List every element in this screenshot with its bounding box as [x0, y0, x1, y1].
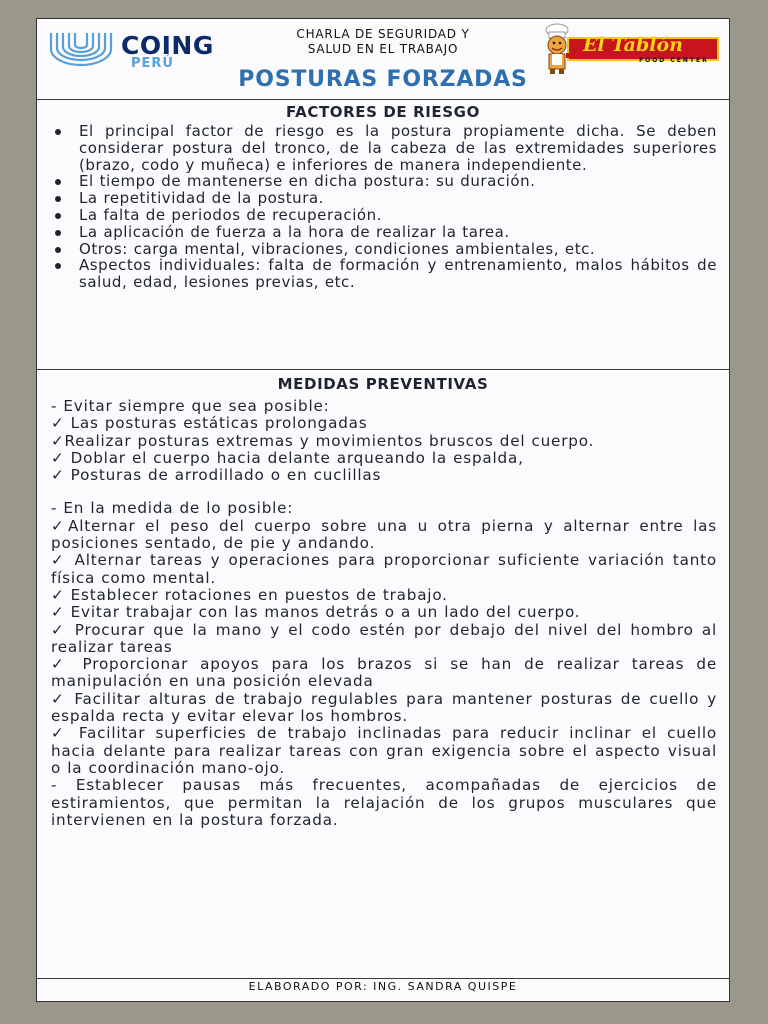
measure-item: ✓ Proporcionar apoyos para los brazos si se han de realizar tareas de manipulación en una posición elevada	[51, 655, 717, 691]
measure-item: ✓ Facilitar alturas de trabajo regulables para mantener posturas de cuello y espalda recta y evitar elevar los hombros.	[51, 689, 717, 726]
measure-item: ✓ Facilitar superficies de trabajo inclinadas para reducir inclinar el cuello hacia delante para realizar tareas con gran exigencia sobre el aspecto visual o la coordinación mano-ojo.	[51, 724, 717, 777]
list-item: El tiempo de mantenerse en dicha postura: su duración.	[53, 173, 717, 190]
coing-logo-word: COING	[121, 31, 214, 60]
measure-item: ✓Realizar posturas extremas y movimientos bruscos del cuerpo.	[51, 431, 595, 450]
measure-item: ✓ Alternar tareas y operaciones para proporcionar suficiente variación tanto física como mental.	[51, 551, 717, 587]
list-item: Otros: carga mental, vibraciones, condiciones ambientales, etc.	[53, 241, 717, 258]
spacer	[51, 484, 717, 500]
measure-item: ✓ Establecer rotaciones en puestos de trabajo.	[51, 585, 448, 604]
author-footer: ELABORADO POR: ING. SANDRA QUISPE	[248, 980, 518, 993]
talk-subtitle-line2: SALUD EN EL TRABAJO	[307, 42, 459, 56]
list-item: La repetitividad de la postura.	[53, 190, 717, 207]
page-title: POSTURAS FORZADAS	[238, 67, 528, 92]
preventive-measures-body	[51, 398, 717, 829]
list-item: La aplicación de fuerza a la hora de realizar la tarea.	[53, 224, 717, 241]
talk-subtitle-line1: CHARLA DE SEGURIDAD Y	[296, 27, 470, 41]
coing-logo-country: PERÚ	[131, 56, 174, 71]
measure-item: ✓Alternar el peso del cuerpo sobre una u otra pierna y alternar entre las posiciones sentado, de pie y andando.	[51, 516, 717, 553]
measure-item: ✓ Las posturas estáticas prolongadas	[51, 414, 368, 433]
measure-item: - Establecer pausas más frecuentes, acompañadas de ejercicios de estiramientos, que permitan la relajación de los grupos musculares que intervienen en la postura forzada.	[51, 776, 717, 829]
tablon-logo-tagline: FOOD CENTER	[639, 57, 709, 64]
list-item: El principal factor de riesgo es la postura propiamente dicha. Se deben considerar postura del tronco, de la cabeza de las extremidades superiores (brazo, codo y muñeca) e inferiores de manera independiente.	[53, 123, 717, 173]
risk-factors-list	[53, 123, 717, 291]
coing-logo-icon	[45, 27, 121, 67]
preventive-measures-title: MEDIDAS PREVENTIVAS	[277, 375, 489, 393]
measure-heading: - En la medida de lo posible:	[51, 499, 294, 518]
measure-item: ✓ Doblar el cuerpo hacia delante arqueando la espalda,	[51, 448, 524, 467]
header	[37, 19, 729, 100]
list-item: Aspectos individuales: falta de formación y entrenamiento, malos hábitos de salud, edad, lesiones previas, etc.	[53, 257, 717, 291]
tablon-logo-word: El Tablón	[583, 34, 683, 56]
talk-subtitle	[259, 27, 507, 57]
document-sheet	[36, 18, 730, 1002]
measure-item: ✓ Procurar que la mano y el codo estén por debajo del nivel del hombro al realizar tareas	[51, 620, 717, 656]
measure-item: ✓ Evitar trabajar con las manos detrás o a un lado del cuerpo.	[51, 603, 581, 622]
risk-factors-title: FACTORES DE RIESGO	[286, 103, 480, 121]
list-item: La falta de periodos de recuperación.	[53, 207, 717, 224]
measure-item: ✓ Posturas de arrodillado o en cuclillas	[51, 466, 382, 485]
measure-heading: - Evitar siempre que sea posible:	[51, 397, 330, 415]
preventive-measures-section	[37, 370, 729, 979]
risk-factors-section	[37, 99, 729, 370]
